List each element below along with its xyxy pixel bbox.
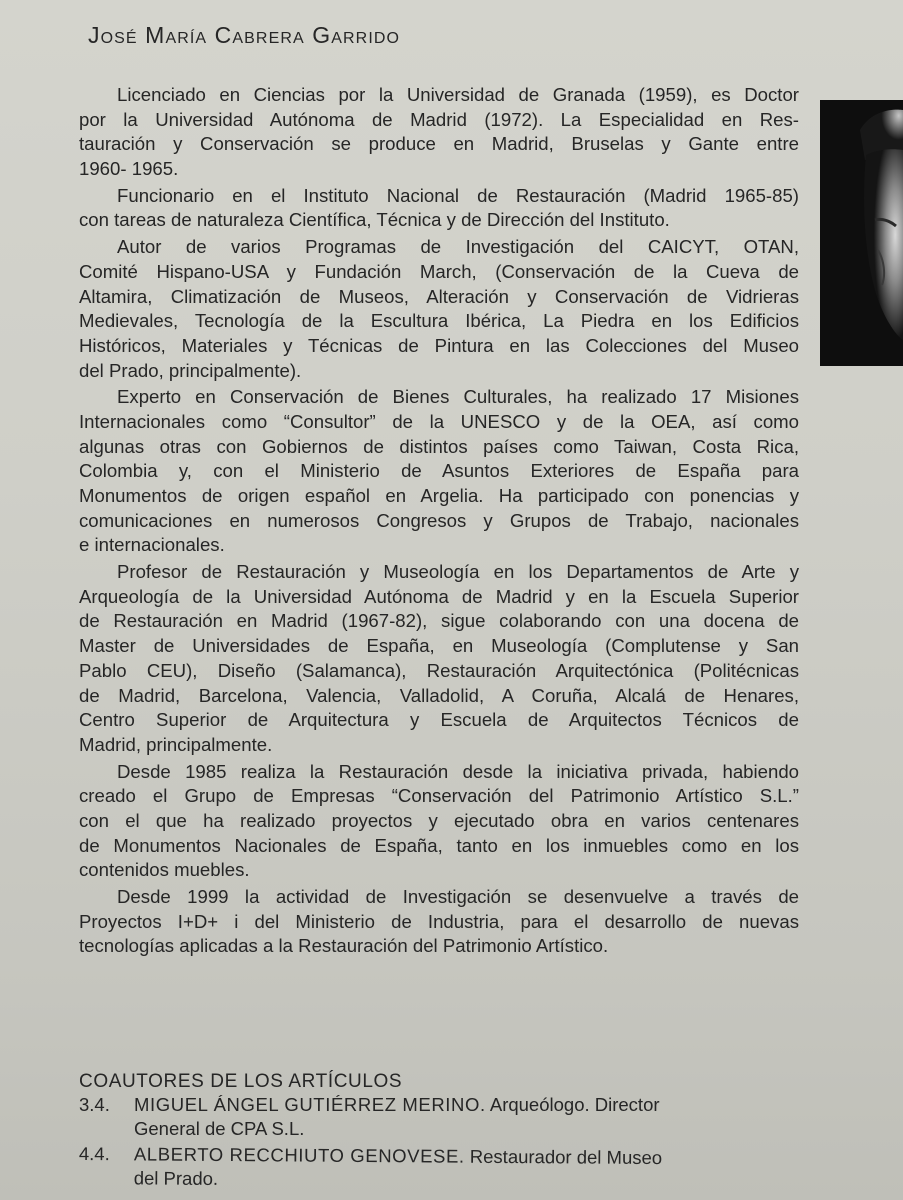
bio-paragraph — [79, 184, 799, 233]
bio-line: e internacionales. — [79, 534, 225, 556]
bio-line: Licenciado en Ciencias por la Universidad de Granada (1959), es Doctor — [117, 84, 799, 105]
bio-paragraph — [79, 83, 799, 182]
bio-line: Madrid, principalmente. — [79, 733, 273, 755]
bio-line: con tareas de naturaleza Científica, Técnica y de Dirección del Instituto. — [79, 209, 670, 231]
coauthors-heading: COAUTORES DE LOS ARTÍCULOS — [79, 1071, 403, 1092]
bio-line: de Restauración en Madrid (1967-82), sigue colaborando con una docena de — [79, 610, 799, 632]
bio-line: por la Universidad Autónoma de Madrid (1972). La Especialidad en Res- — [79, 108, 799, 130]
bio-line: Históricos, Materiales y Técnicas de Pintura en las Colecciones del Museo — [79, 334, 799, 356]
bio-line: Colombia y, con el Ministerio de Asuntos Exteriores de España para — [79, 460, 799, 482]
coauthor-role-continuation: del Prado. — [133, 1167, 219, 1189]
bio-line: Pablo CEU), Diseño (Salamanca), Restauración Arquitectónica (Politécnicas — [79, 659, 799, 681]
bio-paragraph — [79, 385, 799, 558]
coauthor-role: Arqueólogo. Director — [485, 1094, 660, 1115]
author-name: José María Cabrera Garrido — [88, 22, 401, 48]
coauthor-name: MIGUEL ÁNGEL GUTIÉRREZ MERINO. — [134, 1094, 486, 1115]
bio-line: Autor de varios Programas de Investigación del CAICYT, OTAN, — [117, 236, 799, 258]
coauthor-role: Restaurador del Museo — [464, 1145, 663, 1169]
portrait-image — [820, 100, 903, 366]
bio-line: contenidos muebles. — [79, 859, 250, 881]
biography — [79, 83, 799, 961]
coauthor-name: ALBERTO RECCHIUTO GENOVESE. — [133, 1143, 465, 1167]
coauthor-entry — [79, 1093, 660, 1141]
bio-line: Internacionales como “Consultor” de la UNESCO y de la OEA, así como — [79, 410, 799, 432]
coauthor-role-continuation: General de CPA S.L. — [134, 1118, 305, 1139]
bio-line: comunicaciones en numerosos Congresos y Grupos de Trabajo, nacionales — [79, 509, 799, 531]
bio-line: Funcionario en el Instituto Nacional de Restauración (Madrid 1965-85) — [117, 184, 799, 206]
bio-line: Master de Universidades de España, en Museología (Complutense y San — [79, 635, 799, 657]
bio-line: del Prado, principalmente). — [79, 359, 302, 381]
bio-line: 1960- 1965. — [79, 158, 179, 180]
coauthor-number: 4.4. — [78, 1143, 110, 1165]
bio-line: Comité Hispano-USA y Fundación March, (Conservación de la Cueva de — [79, 260, 799, 282]
bio-line: Altamira, Climatización de Museos, Alteración y Conservación de Vidrieras — [79, 285, 799, 307]
bio-line: Monumentos de origen español en Argelia. Ha participado con ponencias y — [79, 485, 799, 506]
bio-paragraph — [79, 560, 799, 758]
author-portrait-photo — [820, 100, 903, 366]
bio-line: Centro Superior de Arquitectura y Escuela de Arquitectos Técnicos de — [79, 709, 799, 731]
bio-line: creado el Grupo de Empresas “Conservación del Patrimonio Artístico S.L.” — [79, 785, 799, 807]
bio-line: Proyectos I+D+ i del Ministerio de Industria, para el desarrollo de nuevas — [79, 910, 799, 932]
coauthor-entry — [79, 1142, 663, 1194]
bio-paragraph — [79, 760, 799, 883]
coauthor-number: 3.4. — [79, 1094, 110, 1115]
bio-line: tecnologías aplicadas a la Restauración del Patrimonio Artístico. — [79, 935, 609, 957]
bio-line: Desde 1999 la actividad de Investigación se desenvuelve a través de — [117, 886, 799, 907]
bio-line: de Madrid, Barcelona, Valencia, Valladolid, A Coruña, Alcalá de Henares, — [79, 684, 799, 706]
bio-paragraph — [79, 885, 799, 959]
bio-line: con el que ha realizado proyectos y ejecutado obra en varios centenares — [79, 809, 799, 831]
bio-line: Desde 1985 realiza la Restauración desde la iniciativa privada, habiendo — [117, 760, 799, 782]
bio-paragraph — [79, 235, 799, 383]
bio-line: de Monumentos Nacionales de España, tanto en los inmuebles como en los — [79, 834, 799, 856]
bio-line: algunas otras con Gobiernos de distintos países como Taiwan, Costa Rica, — [79, 435, 799, 457]
bio-line: tauración y Conservación se produce en Madrid, Bruselas y Gante entre — [79, 133, 799, 155]
bio-line: Experto en Conservación de Bienes Culturales, ha realizado 17 Misiones — [117, 386, 799, 408]
bio-line: Medievales, Tecnología de la Escultura Ibérica, La Piedra en los Edificios — [79, 310, 799, 332]
bio-line: Arqueología de la Universidad Autónoma de Madrid y en la Escuela Superior — [79, 585, 799, 607]
bio-line: Profesor de Restauración y Museología en los Departamentos de Arte y — [117, 561, 799, 583]
